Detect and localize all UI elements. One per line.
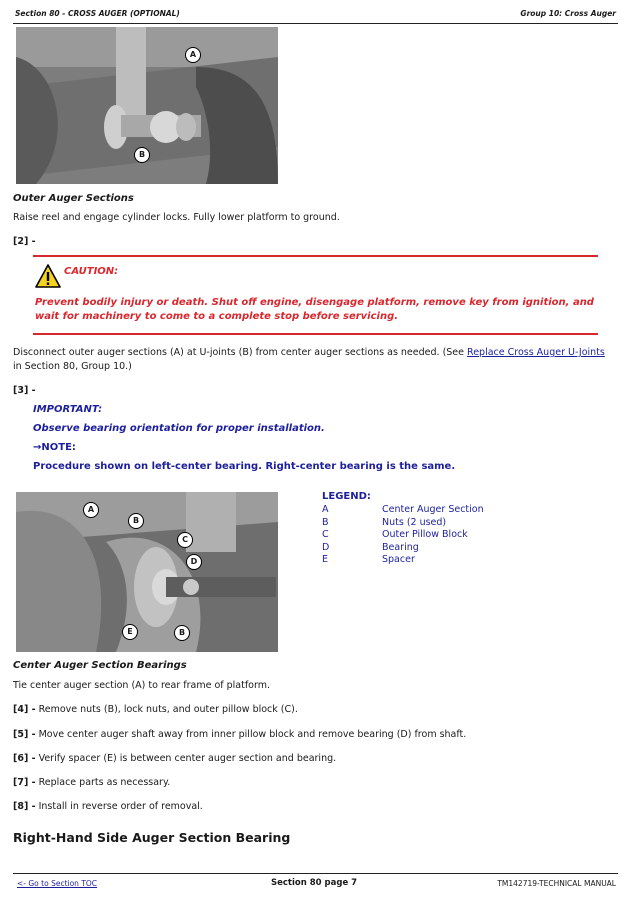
callout-b: B [134, 147, 150, 163]
callout-c: C [177, 532, 193, 548]
disconnect-text [13, 346, 613, 374]
note-text: Procedure shown on left-center bearing. Right-center bearing is the same. [33, 461, 456, 472]
legend-title: LEGEND: [322, 491, 371, 502]
section-toc-link[interactable]: <- Go to Section TOC [17, 879, 98, 888]
step-2 [13, 236, 36, 247]
callout-a: A [185, 47, 201, 63]
replace-ujoints-link[interactable]: Replace Cross Auger U-Joints [467, 347, 605, 358]
center-bearings-text: Tie center auger section (A) to rear frame of platform. [13, 680, 271, 691]
callout-b-lower: B [174, 625, 190, 641]
manual-id: TM142719-TECHNICAL MANUAL [497, 879, 616, 888]
center-bearing-photo [16, 492, 278, 652]
step-4: [4] - Remove nuts (B), lock nuts, and outer pillow block (C). [13, 704, 298, 715]
caution-box [33, 255, 598, 335]
step-3-number: [3] - [13, 385, 36, 396]
step-2-number: [2] - [13, 236, 36, 247]
step-8: [8] - Install in reverse order of removal. [13, 801, 203, 812]
page-footer [13, 873, 618, 894]
page-header [13, 6, 618, 24]
outer-auger-photo [16, 27, 278, 184]
legend-row: D Bearing [322, 542, 419, 553]
caution-text: Prevent bodily injury or death. Shut off engine, disengage platform, remove key from ignition, and wait for machinery to come to a complete stop before servicing. [35, 297, 594, 322]
legend-row: C Outer Pillow Block [322, 529, 468, 540]
step-7: [7] - Replace parts as necessary. [13, 777, 171, 788]
legend-row: A Center Auger Section [322, 504, 484, 515]
legend-row: E Spacer [322, 554, 415, 565]
important-title: IMPORTANT: [33, 404, 103, 415]
header-group-title: Group 10: Cross Auger [520, 9, 616, 18]
callout-d: D [186, 554, 202, 570]
rh-side-heading: Right-Hand Side Auger Section Bearing [13, 830, 291, 845]
step-6: [6] - Verify spacer (E) is between center auger section and bearing. [13, 753, 337, 764]
warning-icon [35, 263, 61, 289]
callout-e: E [122, 624, 138, 640]
caution-title: CAUTION: [64, 266, 119, 277]
page-number: Section 80 page 7 [271, 878, 358, 888]
center-bearings-heading: Center Auger Section Bearings [13, 660, 187, 671]
callout-a: A [83, 502, 99, 518]
step-3 [13, 385, 36, 396]
callout-b: B [128, 513, 144, 529]
disconnect-text-part1: Disconnect outer auger sections (A) at U-joints (B) from center auger sections as needed. (See [13, 347, 468, 358]
legend-row: B Nuts (2 used) [322, 517, 447, 528]
note-title: →NOTE: [33, 442, 76, 453]
disconnect-text-part2: in Section 80, Group 10.) [13, 361, 132, 372]
header-section-title: Section 80 - CROSS AUGER (OPTIONAL) [15, 9, 180, 18]
outer-auger-text: Raise reel and engage cylinder locks. Fully lower platform to ground. [13, 212, 340, 223]
outer-auger-heading: Outer Auger Sections [13, 193, 134, 204]
important-text: Observe bearing orientation for proper installation. [33, 423, 325, 434]
step-5: [5] - Move center auger shaft away from inner pillow block and remove bearing (D) from shaft. [13, 729, 467, 740]
